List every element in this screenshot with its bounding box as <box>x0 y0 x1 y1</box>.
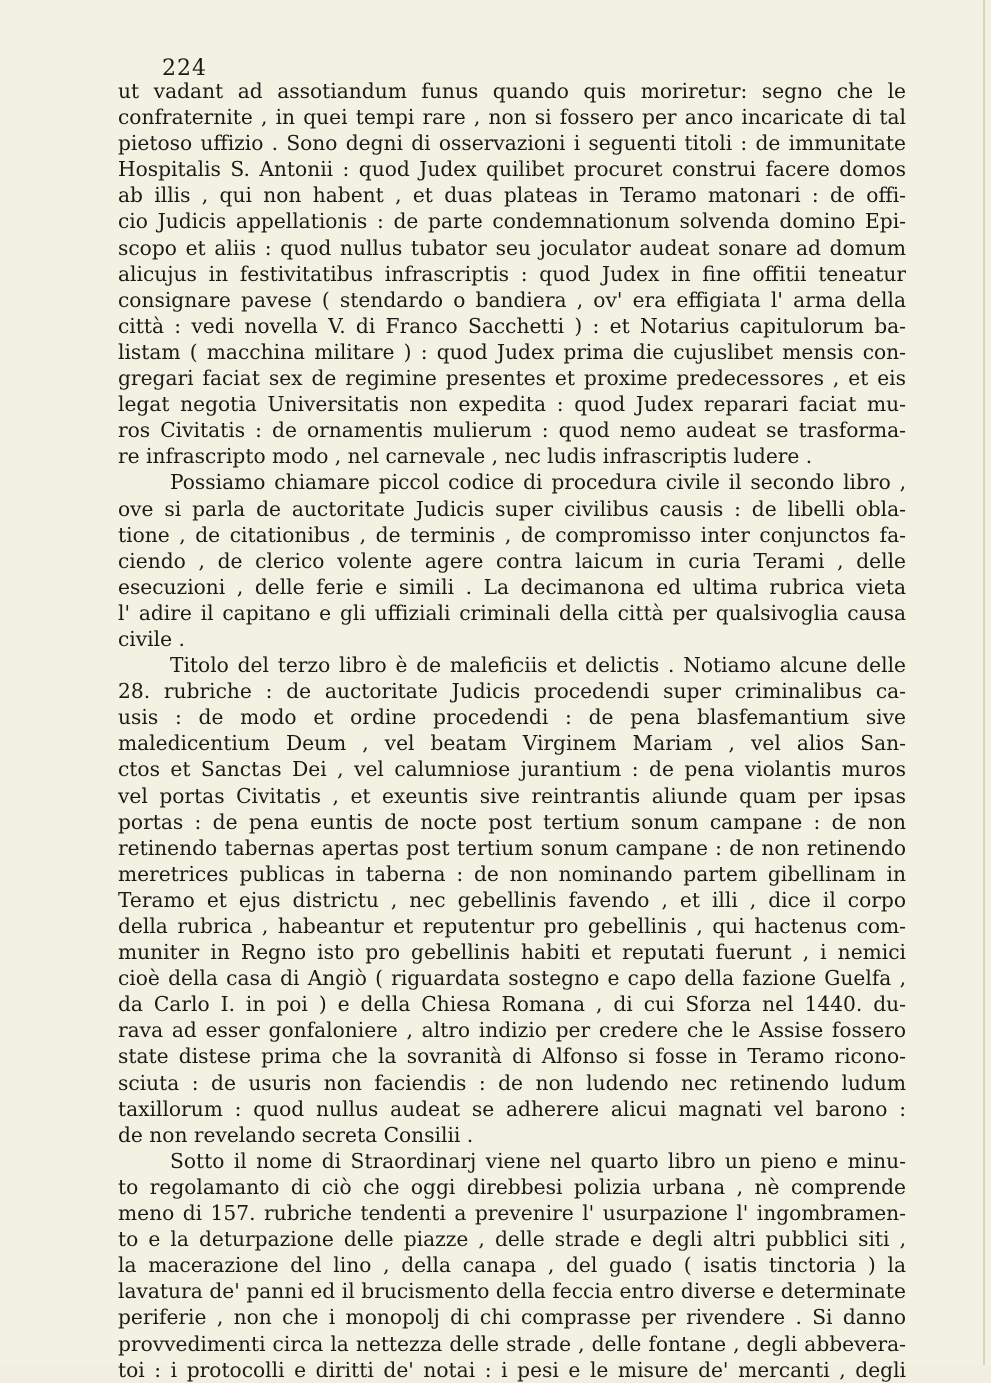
text-line: della rubrica , habeantur et reputentur pro gebellinis , qui hactenus com- <box>118 914 906 938</box>
text-line: ros Civitatis : de ornamentis mulierum : quod nemo audeat se trasforma- <box>118 418 906 443</box>
body-text <box>118 78 906 1383</box>
text-line: periferie , non che i monopolj di chi comprasse per rivendere . Si danno <box>118 1305 906 1330</box>
text-line: città : vedi novella V. di Franco Sacchetti ) : et Notarius capitulorum ba- <box>118 313 906 338</box>
text-line: Sotto il nome di Straordinarj viene nel quarto libro un pieno e minu- <box>170 1148 906 1173</box>
text-line: tione , de citationibus , de terminis , de compromisso inter conjunctos fa- <box>118 522 906 547</box>
text-line: taxillorum : quod nullus audeat se adherere alicui magnati vel barono : <box>118 1096 906 1121</box>
text-line: meretrices publicas in taberna : de non nominando partem gibellinam in <box>118 861 906 886</box>
text-line: to e la deturpazione delle piazze , delle strade e degli altri pubblici siti , <box>118 1227 906 1252</box>
text-line: 28. rubriche : de auctoritate Judicis procedendi super criminalibus ca- <box>118 679 906 704</box>
text-line: maledicentium Deum , vel beatam Virginem Mariam , vel alios San- <box>118 731 906 756</box>
text-line: la macerazione del lino , della canapa , del guado ( isatis tinctoria ) la <box>118 1253 906 1278</box>
text-line: legat negotia Universitatis non expedita : quod Judex reparari faciat mu- <box>118 392 906 417</box>
text-line: cioè della casa di Angiò ( riguardata sostegno e capo della fazione Guelfa , <box>118 966 906 991</box>
text-line: portas : de pena euntis de nocte post tertium sonum campane : de non <box>118 809 906 834</box>
text-line: da Carlo I. in poi ) e della Chiesa Romana , di cui Sforza nel 1440. du- <box>118 992 906 1017</box>
page-edge <box>983 0 985 1365</box>
text-line: Hospitalis S. Antonii : quod Judex quilibet procuret construi facere domos <box>118 157 906 182</box>
text-line: civile . <box>118 626 185 651</box>
text-line: scopo et aliis : quod nullus tubator seu joculator audeat sonare ad domum <box>118 235 906 260</box>
text-line: ctos et Sanctas Dei , vel calumniose jurantium : de pena violantis muros <box>118 757 906 782</box>
text-line: consignare pavese ( stendardo o bandiera , ov' era effigiata l' arma della <box>118 287 906 312</box>
text-line: ove si parla de auctoritate Judicis super civilibus causis : de libelli obla- <box>118 496 906 521</box>
text-line: usis : de modo et ordine procedendi : de pena blasfemantium sive <box>118 705 906 730</box>
text-line: listam ( macchina militare ) : quod Judex prima die cujuslibet mensis con- <box>118 339 906 364</box>
text-line: Teramo et ejus districtu , nec gebellinis favendo , et illi , dice il corpo <box>118 887 906 912</box>
text-line: l' adire il capitano e gli uffiziali criminali della città per qualsivoglia causa <box>118 600 906 625</box>
text-line: esecuzioni , delle ferie e simili . La decimanona ed ultima rubrica vieta <box>118 574 906 599</box>
text-line: retinendo tabernas apertas post tertium sonum campane : de non retinendo <box>118 835 906 860</box>
text-line: lavatura de' panni ed il brucismento della feccia entro diverse e determinate <box>118 1279 906 1304</box>
text-line: confraternite , in quei tempi rare , non si fossero per anco incaricate di tal <box>118 105 906 130</box>
text-line: provvedimenti circa la nettezza delle strade , delle fontane , degli abbevera- <box>118 1331 906 1356</box>
text-line: muniter in Regno isto pro gebellinis habiti et reputati fuerunt , i nemici <box>118 940 906 965</box>
text-line: cio Judicis appellationis : de parte condemnationum solvenda domino Epi- <box>118 209 906 234</box>
text-line: sciuta : de usuris non faciendis : de non ludendo nec retinendo ludum <box>118 1070 906 1095</box>
text-line: alicujus in festivitatibus infrascriptis : quod Judex in fine offitii teneatur <box>118 261 906 286</box>
text-line: ciendo , de clerico volente agere contra laicum in curia Terami , delle <box>118 548 906 573</box>
text-line: state distese prima che la sovranità di Alfonso si fosse in Teramo ricono- <box>118 1044 906 1069</box>
page-number: 224 <box>162 56 207 81</box>
text-line: gregari faciat sex de regimine presentes et proxime predecessores , et eis <box>118 366 906 391</box>
text-line: re infrascripto modo , nel carnevale , nec ludis infrascriptis ludere . <box>118 444 813 469</box>
text-line: pietoso uffizio . Sono degni di osservazioni i seguenti titoli : de immunitate <box>118 131 906 156</box>
text-line: ab illis , qui non habent , et duas plateas in Teramo matonari : de offi- <box>118 183 906 208</box>
text-line: meno di 157. rubriche tendenti a prevenire l' usurpazione l' ingombramen- <box>118 1201 906 1226</box>
text-line: rava ad esser gonfaloniere , altro indizio per credere che le Assise fossero <box>118 1018 906 1043</box>
text-line: Possiamo chiamare piccol codice di procedura civile il secondo libro , <box>170 470 906 495</box>
text-line: ut vadant ad assotiandum funus quando quis moriretur: segno che le <box>118 79 906 103</box>
text-line: to regolamanto di ciò che oggi direbbesi polizia urbana , nè comprende <box>118 1174 906 1199</box>
text-line: vel portas Civitatis , et exeuntis sive reintrantis aliunde quam per ipsas <box>118 783 906 808</box>
text-line: toi : i protocolli e diritti de' notai : i pesi e le misure de' mercanti , degli <box>118 1357 906 1382</box>
text-line: de non revelando secreta Consilii . <box>118 1122 474 1147</box>
text-line: Titolo del terzo libro è de maleficiis et delictis . Notiamo alcune delle <box>170 653 906 678</box>
